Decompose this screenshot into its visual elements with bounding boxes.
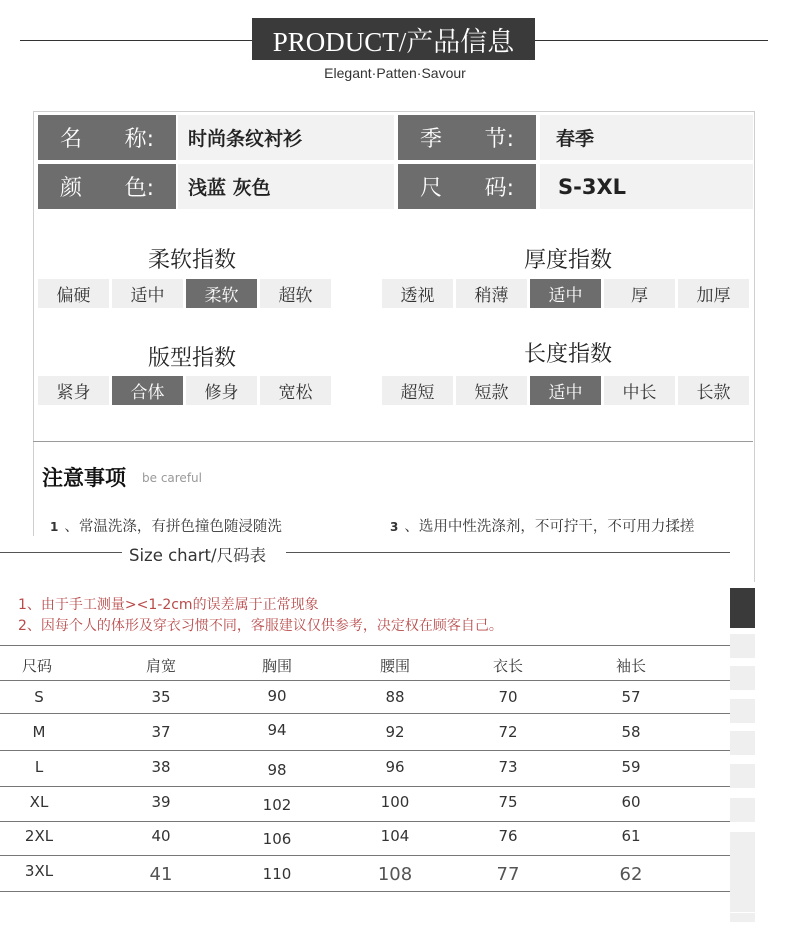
table-header: 腰围 — [379, 657, 410, 675]
side-strip — [730, 699, 755, 723]
table-cell: 38 — [151, 758, 171, 776]
table-cell: 40 — [151, 827, 171, 845]
thickness-option: 加厚 — [678, 279, 749, 308]
side-strip-dark — [730, 588, 755, 628]
table-cell: 104 — [380, 827, 410, 845]
table-cell: L — [34, 758, 44, 776]
table-header-top-line — [0, 645, 730, 646]
size-label-b: 码: — [484, 176, 514, 201]
season-label — [398, 115, 536, 160]
side-strip — [730, 798, 755, 822]
table-cell: M — [32, 723, 46, 741]
table-header: 尺码 — [22, 657, 53, 675]
table-cell: 75 — [498, 793, 518, 811]
fit-option: 紧身 — [38, 376, 109, 405]
table-cell: 100 — [380, 793, 410, 811]
color-label — [38, 164, 176, 209]
care-item-3-num: 3 — [390, 520, 399, 534]
table-header: 袖长 — [615, 657, 646, 675]
season-label-a: 季 — [420, 127, 443, 152]
table-cell: 88 — [385, 688, 405, 706]
table-cell: 3XL — [24, 862, 54, 880]
table-cell: 106 — [262, 830, 292, 848]
care-item-1-text: 、常温洗涤，有拼色撞色随浸随洗 — [64, 519, 282, 535]
fit-option: 合体 — [112, 376, 183, 405]
length-option: 超短 — [382, 376, 453, 405]
section-divider — [33, 441, 753, 442]
table-cell: XL — [29, 793, 49, 811]
length-options — [382, 376, 749, 405]
table-cell: 39 — [151, 793, 171, 811]
thickness-options — [382, 279, 749, 308]
length-option: 短款 — [456, 376, 527, 405]
table-cell: 94 — [267, 721, 287, 739]
side-strip — [730, 852, 755, 912]
table-cell: 110 — [262, 865, 292, 883]
table-cell: 72 — [498, 723, 518, 741]
length-option: 长款 — [678, 376, 749, 405]
table-cell: 70 — [498, 688, 518, 706]
care-item-1 — [50, 515, 282, 536]
table-cell: 60 — [621, 793, 641, 811]
table-cell: 90 — [267, 687, 287, 705]
header-line-left — [20, 40, 252, 41]
thickness-option: 适中 — [530, 279, 601, 308]
length-option: 适中 — [530, 376, 601, 405]
table-cell: 77 — [496, 864, 520, 885]
softness-option: 柔软 — [186, 279, 257, 308]
table-cell: 2XL — [24, 827, 54, 845]
size-note-2: 2、因每个人的体形及穿衣习惯不同，客服建议仅供参考，决定权在顾客自己。 — [18, 618, 503, 634]
softness-option: 偏硬 — [38, 279, 109, 308]
table-cell: 92 — [385, 723, 405, 741]
table-cell: 41 — [149, 864, 173, 885]
name-label — [38, 115, 176, 160]
softness-options — [38, 279, 331, 308]
table-header: 胸围 — [261, 657, 292, 675]
size-chart-title: Size chart/尺码表 — [129, 546, 267, 565]
table-cell: S — [34, 688, 44, 706]
season-value: 春季 — [540, 115, 753, 160]
size-title-line-right — [286, 552, 730, 553]
table-cell: 35 — [151, 688, 171, 706]
length-option: 中长 — [604, 376, 675, 405]
table-cell: 76 — [498, 827, 518, 845]
care-title: 注意事项 — [42, 466, 126, 490]
header-line-right — [535, 40, 768, 41]
thickness-title: 厚度指数 — [523, 248, 612, 273]
size-value: S-3XL — [540, 164, 753, 209]
side-strip — [730, 764, 755, 788]
table-cell: 57 — [621, 688, 641, 706]
softness-option: 适中 — [112, 279, 183, 308]
thickness-option: 厚 — [604, 279, 675, 308]
table-cell: 108 — [377, 864, 413, 885]
size-label-a: 尺 — [420, 176, 443, 201]
fit-options — [38, 376, 331, 405]
color-label-a: 颜 — [60, 176, 83, 201]
table-cell: 61 — [621, 827, 641, 845]
table-row-line — [0, 750, 730, 751]
name-value: 时尚条纹衬衫 — [178, 115, 394, 160]
side-strip — [730, 634, 755, 658]
season-label-b: 节: — [484, 127, 514, 152]
table-cell: 58 — [621, 723, 641, 741]
name-label-a: 名 — [60, 127, 83, 152]
softness-option: 超软 — [260, 279, 331, 308]
table-row-line — [0, 891, 730, 892]
care-item-3 — [390, 515, 694, 536]
care-item-1-num: 1 — [50, 520, 59, 534]
size-label — [398, 164, 536, 209]
fit-option: 修身 — [186, 376, 257, 405]
fit-title: 版型指数 — [147, 346, 236, 371]
care-item-3-text: 、选用中性洗涤剂，不可拧干，不可用力揉搓 — [404, 519, 695, 535]
table-row-line — [0, 821, 730, 822]
table-cell: 37 — [151, 723, 171, 741]
table-cell: 62 — [619, 864, 643, 885]
side-strip — [730, 731, 755, 755]
page-title: PRODUCT/产品信息 — [252, 18, 535, 60]
table-row-line — [0, 713, 730, 714]
table-cell: 102 — [262, 796, 292, 814]
name-label-b: 称: — [124, 127, 154, 152]
table-cell: 59 — [621, 758, 641, 776]
side-strip — [730, 666, 755, 690]
table-header: 肩宽 — [145, 657, 176, 675]
table-row-line — [0, 680, 730, 681]
table-cell: 73 — [498, 758, 518, 776]
thickness-option: 透视 — [382, 279, 453, 308]
table-row-line — [0, 786, 730, 787]
color-label-b: 色: — [124, 176, 154, 201]
color-value: 浅蓝 灰色 — [178, 164, 394, 209]
softness-title: 柔软指数 — [147, 248, 236, 273]
table-row-line — [0, 855, 730, 856]
table-cell: 98 — [267, 761, 287, 779]
table-header: 衣长 — [492, 657, 523, 675]
table-cell: 96 — [385, 758, 405, 776]
length-title: 长度指数 — [523, 342, 612, 367]
size-title-line-left — [0, 552, 122, 553]
fit-option: 宽松 — [260, 376, 331, 405]
page-subtitle: Elegant·Patten·Savour — [324, 65, 466, 81]
care-subtitle: be careful — [142, 471, 202, 485]
thickness-option: 稍薄 — [456, 279, 527, 308]
size-note-1: 1、由于手工测量><1-2cm的误差属于正常现象 — [18, 597, 319, 613]
